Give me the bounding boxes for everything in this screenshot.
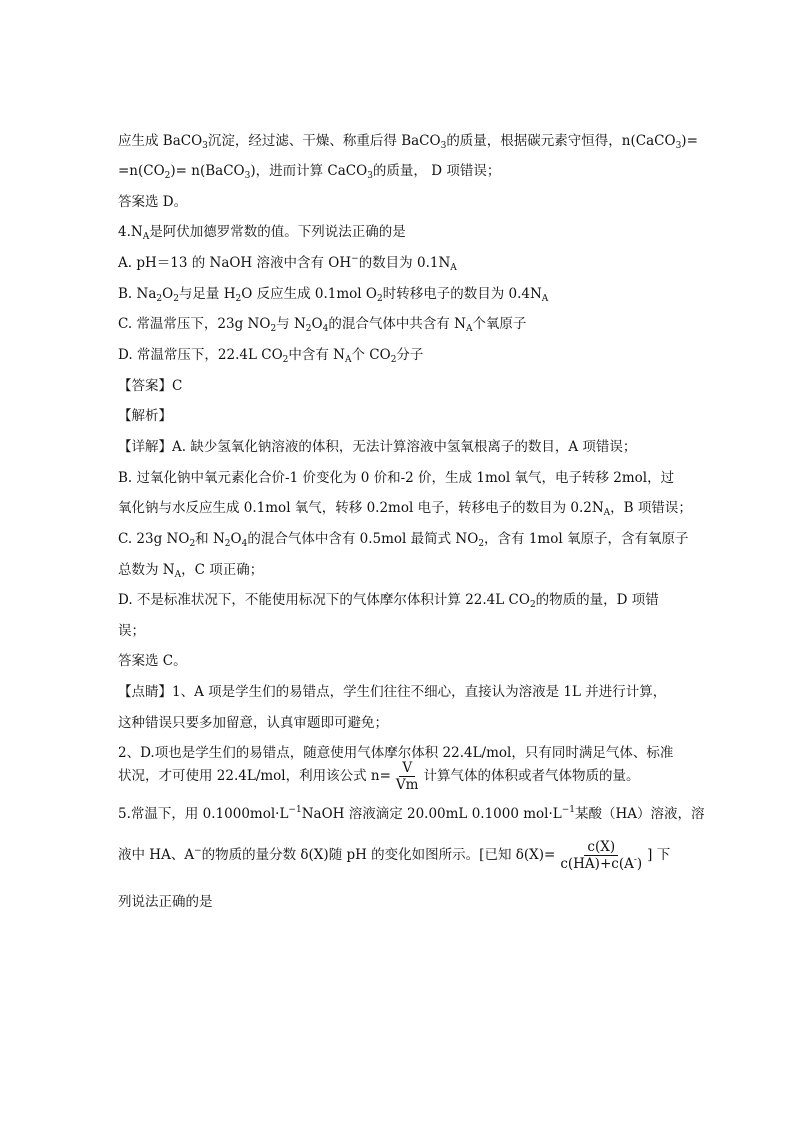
subscript: 2 — [235, 294, 242, 304]
text: 1、A 项是学生们的易错点，学生们往往不细心，直接认为溶液是 1L 并进行计算， — [172, 684, 667, 700]
answer-tag: 【答案】 — [118, 378, 172, 394]
tip-3: 2、D.项也是学生们的易错点，随意使用气体摩尔体积 22.4L/mol，只有同时满足气体、标准 — [118, 745, 674, 761]
text: B. Na — [118, 286, 157, 302]
tip-2: 这种错误只要多加留意，认真审题即可避免； — [118, 715, 388, 731]
text: 的质量，根据碳元素守恒得，n(CaCO — [446, 133, 676, 149]
fraction-numerator: V — [399, 760, 415, 777]
superscript: −1 — [561, 805, 576, 815]
answer-line-2: 答案选 C。 — [118, 653, 187, 669]
answer-line — [118, 376, 182, 396]
text: ，含有 1mol 氧原子，含有氧原子 — [484, 531, 689, 547]
subscript: 2 — [282, 355, 289, 365]
text: 液中 HA、A — [118, 847, 195, 863]
text: 某酸（HA）溶液，溶 — [575, 806, 705, 822]
text: 状况，才可使用 22.4L/mol，利用该公式 n= — [118, 768, 391, 784]
text: 是阿伏加德罗常数的值。下列说法正确的是 — [149, 224, 406, 240]
text: ，B 项错误； — [610, 500, 692, 516]
text: c(HA)+c(A — [560, 856, 634, 872]
text-line-1 — [118, 131, 698, 151]
detail-c-2 — [118, 560, 263, 580]
subscript: 2 — [164, 171, 171, 181]
fraction-numerator: c(X) — [584, 839, 618, 856]
text: )= — [681, 133, 698, 149]
text: 与 N — [276, 316, 306, 332]
subscript: 3 — [440, 141, 447, 151]
subscript: 3 — [367, 171, 373, 181]
question-5-line-1 — [118, 804, 705, 824]
text: 氧化钠与水反应生成 0.1mol 氧气，转移 0.2mol 电子，转移电子的数目为 0.2N — [118, 500, 604, 516]
subscript: 2 — [376, 294, 383, 304]
detail-a — [118, 437, 636, 457]
text: 计算气体的体积或者气体物质的量。 — [423, 768, 640, 784]
subscript: 2 — [224, 539, 231, 549]
text-line-2 — [118, 161, 500, 181]
subscript: 4 — [241, 539, 248, 549]
fraction-denominator: Vm — [395, 777, 419, 793]
text: 和 N — [195, 531, 225, 547]
option-a — [118, 253, 457, 273]
subscript: A — [541, 294, 549, 304]
text: NaOH 溶液滴定 20.00mL 0.1000 mol·L — [301, 806, 562, 822]
text: 分子 — [396, 347, 424, 363]
option-b — [118, 284, 548, 304]
detail-b-1: B. 过氧化钠中氧元素化合价-1 价变化为 0 价和-2 价，生成 1mol 氧气，电子转移 2mol，过 — [118, 470, 675, 486]
subscript: 2 — [173, 294, 179, 304]
text: 的混合气体中共含有 N — [328, 316, 466, 332]
tip-1 — [118, 682, 666, 702]
answer-value: C — [172, 378, 183, 394]
subscript: 2 — [478, 539, 485, 549]
text: 的混合气体中含有 0.5mol 最简式 NO — [247, 531, 479, 547]
detail-d-2: 误； — [118, 623, 145, 639]
delta-fraction — [557, 839, 645, 872]
subscript: 2 — [529, 600, 536, 610]
text: 5.常温下，用 0.1000mol·L — [118, 806, 289, 822]
text: 个 CO — [351, 347, 391, 363]
subscript: 2 — [189, 539, 196, 549]
text: O — [162, 286, 174, 302]
text: A. pH＝13 的 NaOH 溶液中含有 OH — [118, 255, 352, 271]
question-5-line-2 — [118, 838, 670, 872]
text: 总数为 N — [118, 562, 175, 578]
tip-tag: 【点睛】 — [118, 684, 172, 700]
superscript: −1 — [288, 805, 302, 815]
text: =n(CO — [118, 163, 165, 179]
text: 4.N — [118, 224, 143, 240]
text: ，C 项正确； — [181, 562, 264, 578]
subscript: 2 — [390, 355, 397, 365]
detail-b-2 — [118, 498, 692, 518]
subscript: 3 — [244, 171, 251, 181]
superscript: - — [633, 855, 637, 865]
text: O 反应生成 0.1mol O — [241, 286, 377, 302]
subscript: 3 — [675, 141, 682, 151]
subscript: 3 — [202, 141, 208, 151]
answer-line-prev: 答案选 D。 — [118, 194, 188, 210]
analysis-tag: 【解析】 — [118, 408, 172, 424]
text: 中含有 N — [288, 347, 345, 363]
subscript: 2 — [156, 294, 163, 304]
text: 的数目为 0.1N — [358, 255, 451, 271]
formula-fraction — [393, 760, 422, 793]
detail-d-1 — [118, 590, 659, 610]
subscript: A — [603, 508, 611, 518]
text: 的质量， D 项错误； — [372, 163, 501, 179]
detail-tag: 【详解】 — [118, 439, 172, 455]
text: O — [230, 531, 242, 547]
subscript: 4 — [322, 324, 329, 334]
detail-c-1 — [118, 529, 688, 549]
subscript: 2 — [270, 324, 277, 334]
text: ] 下 — [647, 847, 671, 863]
superscript: − — [351, 254, 359, 264]
text: )= n(BaCO — [170, 163, 245, 179]
text: 的物质的量分数 δ(X)随 pH 的变化如图所示。[已知 δ(X)= — [201, 847, 556, 863]
subscript: A — [174, 570, 182, 580]
text: C. 常温常压下，23g NO — [118, 316, 271, 332]
text: 时转移电子的数目为 0.4N — [382, 286, 542, 302]
text: 个氧原子 — [472, 316, 527, 332]
text: 的物质的量，D 项错 — [535, 592, 659, 608]
tip-4 — [118, 760, 639, 793]
question-4-stem — [118, 222, 406, 242]
subscript: A — [450, 263, 457, 273]
subscript: A — [142, 232, 150, 242]
text: 与足量 H — [178, 286, 236, 302]
text: )，进而计算 CaCO — [250, 163, 368, 179]
text: O — [311, 316, 323, 332]
subscript: A — [344, 355, 352, 365]
text: 沉淀，经过滤、干燥、称重后得 BaCO — [207, 133, 441, 149]
subscript: A — [465, 324, 473, 334]
option-d — [118, 345, 423, 365]
superscript: − — [194, 846, 202, 856]
question-5-line-3: 列说法正确的是 — [118, 894, 213, 910]
text: 应生成 BaCO — [118, 133, 203, 149]
text: A. 缺少氢氧化钠溶液的体积，无法计算溶液中氢氧根离子的数目，A 项错误； — [172, 439, 637, 455]
subscript: 2 — [305, 324, 312, 334]
text: ) — [636, 856, 643, 872]
text: C. 23g NO — [118, 531, 190, 547]
option-c — [118, 314, 526, 334]
text: D. 不是标准状况下，不能使用标况下的气体摩尔体积计算 22.4L CO — [118, 592, 530, 608]
text: D. 常温常压下，22.4L CO — [118, 347, 283, 363]
fraction-denominator — [557, 856, 645, 872]
